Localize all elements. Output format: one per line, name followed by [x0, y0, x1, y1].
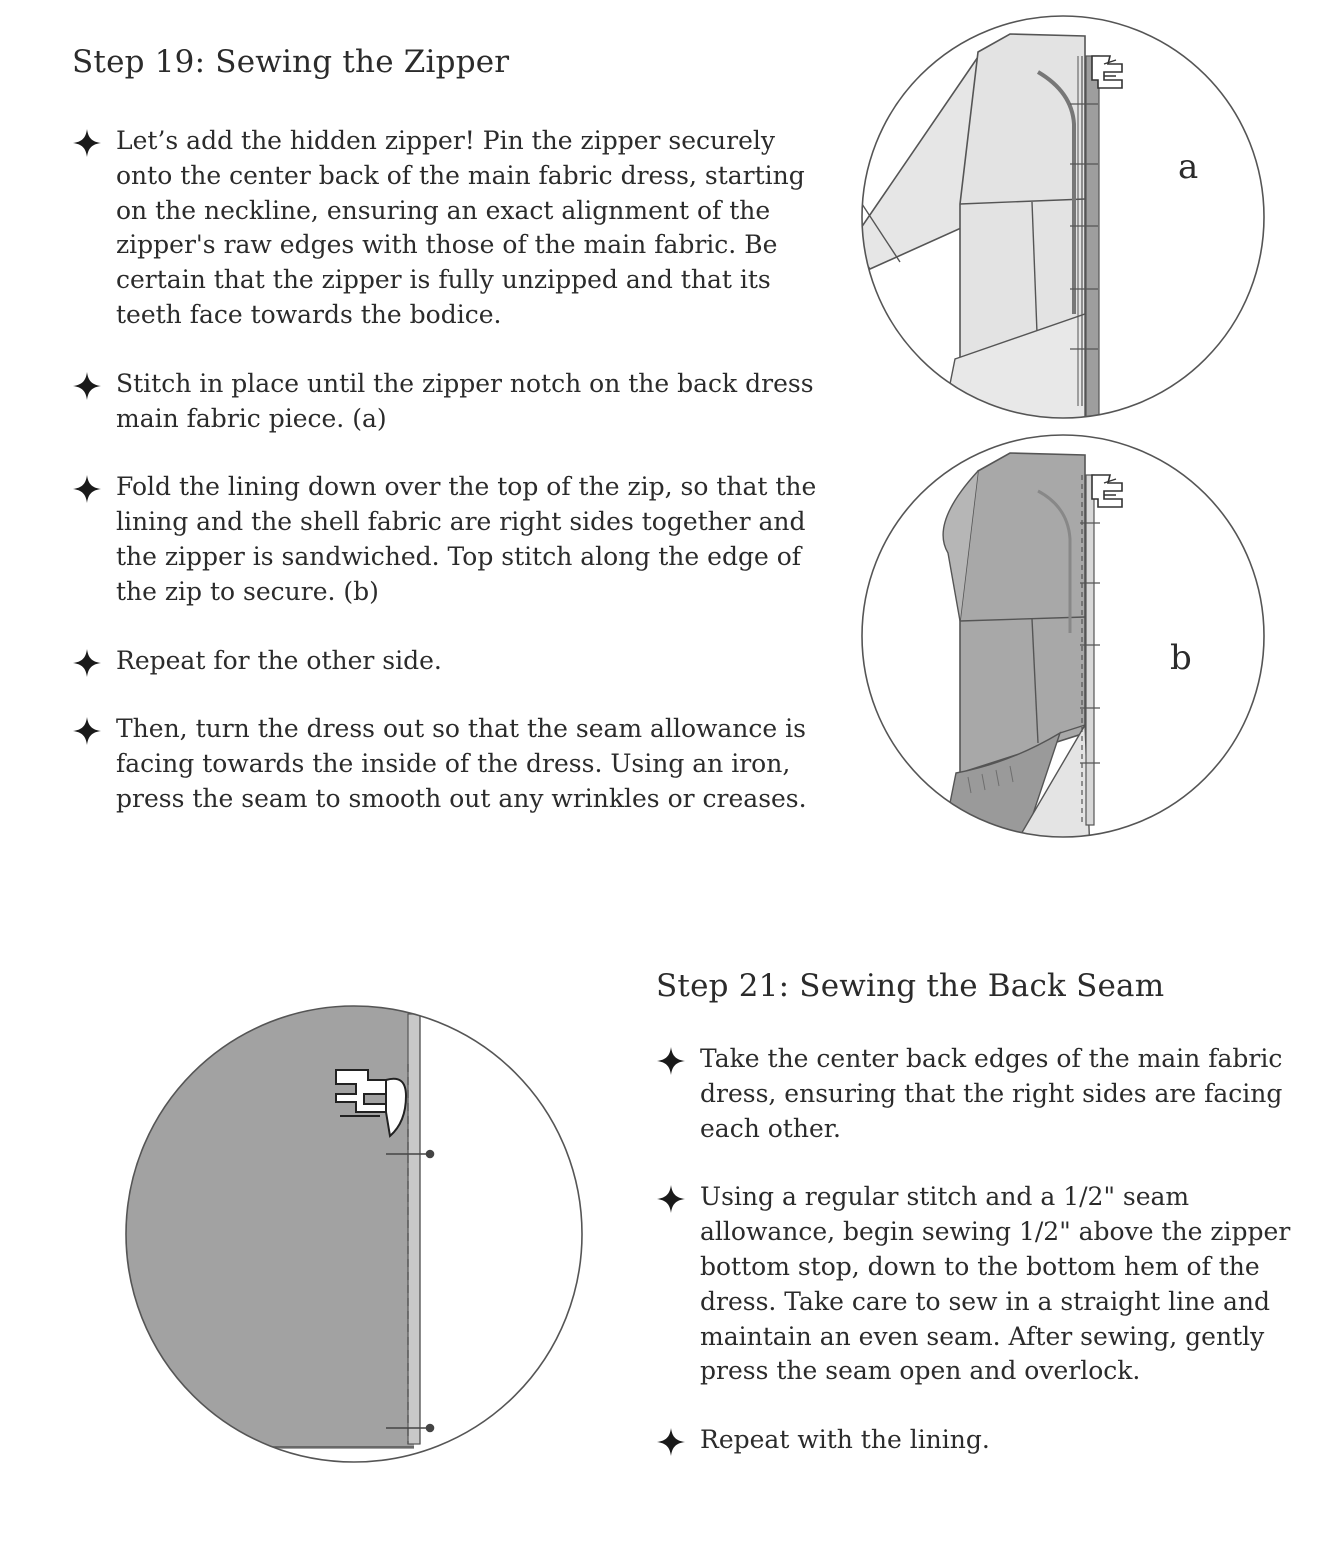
step-19-title: Step 19: Sewing the Zipper	[72, 44, 510, 80]
star-bullet-icon	[72, 474, 102, 504]
instruction-text: Take the center back edges of the main fabric dress, ensuring that the right sides are facing each other.	[700, 1044, 1283, 1143]
figure-label-a: a	[1178, 147, 1199, 187]
illustration-a	[860, 14, 1266, 420]
star-bullet-icon	[72, 716, 102, 746]
star-bullet-icon	[656, 1046, 686, 1076]
step-19-section	[72, 42, 832, 851]
instruction-text: Fold the lining down over the top of the zip, so that the lining and the shell fabric are right sides together and the zipper is sandwiched. Top stitch along the edge of the zip to secure. (b)	[116, 472, 817, 606]
step-19-instructions	[72, 124, 832, 817]
star-bullet-icon	[72, 371, 102, 401]
step-21-section	[656, 966, 1296, 1492]
step-21-title: Step 21: Sewing the Back Seam	[656, 968, 1165, 1004]
lining-folded-drawing	[940, 453, 1122, 839]
list-item	[72, 712, 832, 816]
list-item	[656, 1423, 1296, 1458]
list-item	[72, 644, 832, 679]
list-item	[656, 1180, 1296, 1389]
instruction-text: Using a regular stitch and a 1/2" seam allowance, begin sewing 1/2" above the zipper bottom stop, down to the bottom hem of the dress. Take care to sew in a straight line and maintain an even seam. After sewing, gently press the seam open and overlock.	[700, 1182, 1291, 1386]
star-bullet-icon	[656, 1427, 686, 1457]
step-21-instructions	[656, 1042, 1296, 1458]
dress-back-zipper-drawing	[860, 34, 1122, 420]
instruction-text: Stitch in place until the zipper notch on the back dress main fabric piece. (a)	[116, 368, 814, 433]
instruction-text: Then, turn the dress out so that the seam allowance is facing towards the inside of the dress. Using an iron, press the seam to smooth out any wrinkles or creases.	[116, 714, 807, 813]
list-item	[656, 1042, 1296, 1146]
star-bullet-icon	[72, 128, 102, 158]
illustration-b	[860, 433, 1266, 839]
star-bullet-icon	[72, 648, 102, 678]
list-item	[72, 470, 832, 609]
instruction-text: Repeat for the other side.	[116, 645, 442, 675]
instruction-text: Repeat with the lining.	[700, 1425, 990, 1455]
list-item	[72, 124, 832, 333]
figure-label-b: b	[1170, 638, 1192, 678]
star-bullet-icon	[656, 1184, 686, 1214]
instruction-text: Let’s add the hidden zipper! Pin the zipper securely onto the center back of the main fabric dress, starting on the neckline, ensuring an exact alignment of the zipper's raw edges with those of the main fabric. Be certain that the zipper is fully unzipped and that its teeth face towards the bodice.	[116, 126, 805, 329]
list-item	[72, 367, 832, 437]
back-seam-illustration	[124, 1004, 584, 1464]
